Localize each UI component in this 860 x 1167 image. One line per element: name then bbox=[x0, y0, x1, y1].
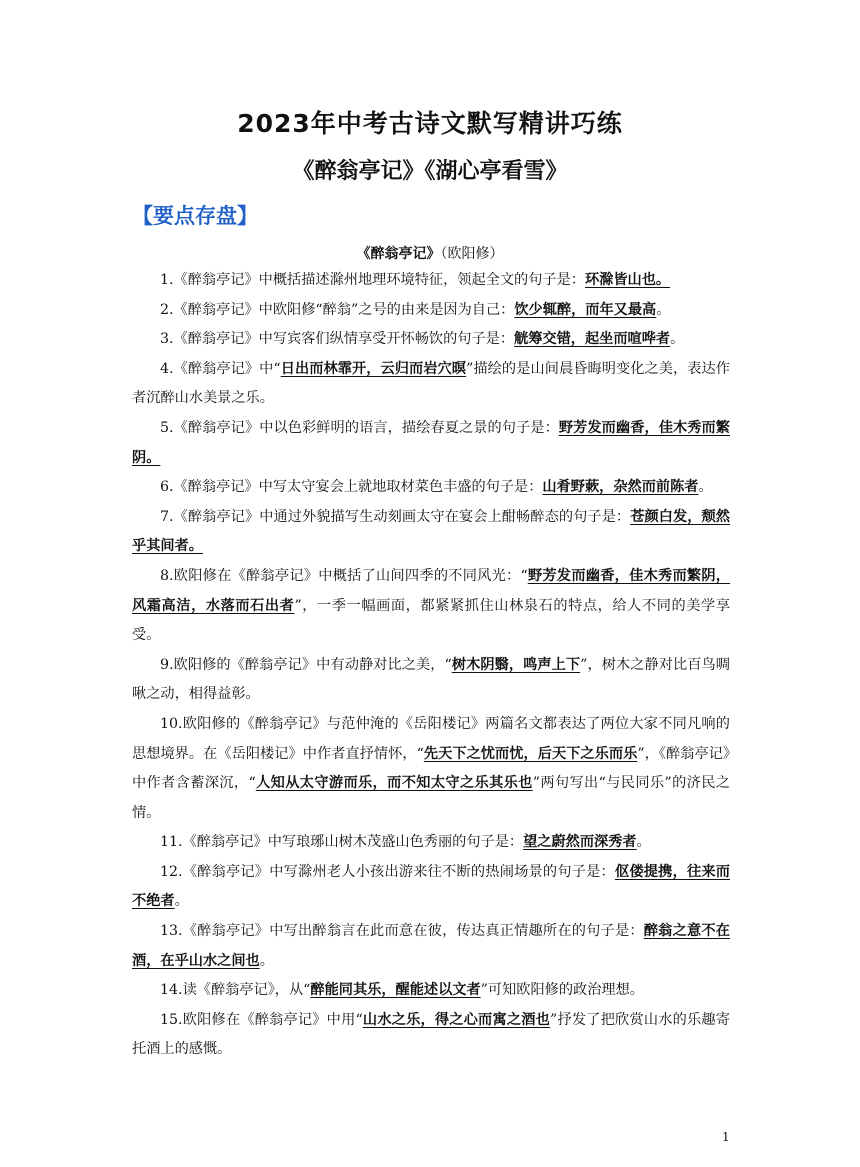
answer-text: 树木阴翳，鸣声上下 bbox=[451, 656, 581, 673]
item-text: 11.《醉翁亭记》中写琅琊山树木茂盛山色秀丽的句子是： bbox=[160, 834, 524, 851]
page-number: 1 bbox=[722, 1130, 730, 1144]
list-item bbox=[132, 976, 730, 1006]
list-item bbox=[132, 828, 730, 858]
answer-text: 人知从太守游而乐，而不知太守之乐其乐也 bbox=[255, 775, 533, 792]
list-item bbox=[132, 1006, 730, 1065]
list-item bbox=[132, 325, 730, 355]
answer-text: 饮少辄醉，而年又最高 bbox=[514, 301, 657, 318]
work-title: 《醉翁亭记》 bbox=[356, 246, 441, 262]
item-text: ”，《醉翁亭记》中作者含蓄深沉，“ bbox=[132, 745, 730, 792]
list-item bbox=[132, 917, 730, 976]
answer-text: 日出而林霏开，云归而岩穴暝 bbox=[280, 360, 467, 377]
answer-text: 觥筹交错，起坐而喧哗者 bbox=[514, 331, 671, 348]
item-text: 9.欧阳修的《醉翁亭记》中有动静对比之美，“ bbox=[160, 656, 452, 673]
answer-text: 野芳发而幽香，佳木秀而繁阴。 bbox=[132, 419, 730, 466]
list-item bbox=[132, 296, 730, 326]
answer-text: 山水之乐，得之心而寓之酒也 bbox=[362, 1011, 551, 1028]
item-text: 7.《醉翁亭记》中通过外貌描写生动刻画太守在宴会上酣畅醉态的句子是： bbox=[160, 508, 631, 525]
list-item bbox=[132, 266, 730, 296]
item-text: ”描绘的是山间晨昏晦明变化之美，表达作者沉醉山水美景之乐。 bbox=[132, 360, 730, 407]
item-text: 。 bbox=[259, 952, 274, 969]
list-item bbox=[132, 858, 730, 917]
item-text: 14.读《醉翁亭记》，从“ bbox=[160, 982, 311, 999]
page-title: 2023年中考古诗文默写精讲巧练 bbox=[237, 109, 623, 138]
item-text: 8.欧阳修在《醉翁亭记》中概括了山间四季的不同风光：“ bbox=[160, 567, 528, 584]
item-text: ”，一季一幅画面，都紧紧抓住山林泉石的特点，给人不同的美学享受。 bbox=[132, 597, 730, 644]
exercise-list bbox=[132, 266, 730, 1065]
answer-text: 山肴野蔌，杂然而前陈者 bbox=[542, 479, 699, 496]
list-item bbox=[132, 710, 730, 828]
item-text: 。 bbox=[636, 834, 651, 851]
item-text: 2.《醉翁亭记》中欧阳修“醉翁”之号的由来是因为自己： bbox=[160, 301, 515, 318]
work-author: （欧阳修） bbox=[440, 246, 504, 262]
item-text: 1.《醉翁亭记》中概括描述滁州地理环境特征，领起全文的句子是： bbox=[160, 272, 585, 288]
item-text: 5.《醉翁亭记》中以色彩鲜明的语言，描绘春夏之景的句子是： bbox=[160, 419, 559, 436]
item-text: 。 bbox=[670, 331, 685, 348]
list-item bbox=[132, 651, 730, 710]
answer-text: 醉能同其乐，醒能述以文者 bbox=[310, 982, 481, 999]
list-item bbox=[132, 355, 730, 414]
item-text: ”抒发了把欣赏山水的乐趣寄托酒上的感慨。 bbox=[132, 1011, 730, 1058]
answer-text: 环滁皆山也。 bbox=[584, 272, 671, 288]
answer-text: 野芳发而幽香，佳木秀而繁阴，风霜高洁，水落而石出者 bbox=[132, 567, 730, 614]
item-text: 6.《醉翁亭记》中写太守宴会上就地取材菜色丰盛的句子是： bbox=[160, 479, 543, 496]
answer-text: 伛偻提携，往来而不绝者 bbox=[132, 863, 730, 910]
answer-text: 苍颜白发，颓然乎其间者。 bbox=[132, 508, 730, 555]
item-text: 13.《醉翁亭记》中写出醉翁言在此而意在彼，传达真正情趣所在的句子是： bbox=[160, 923, 644, 940]
item-text: 3.《醉翁亭记》中写宾客们纵情享受开怀畅饮的句子是： bbox=[160, 331, 515, 348]
item-text: ”两句写出“与民同乐”的济民之情。 bbox=[132, 775, 730, 821]
item-text: 4.《醉翁亭记》中“ bbox=[160, 360, 281, 377]
item-text: 。 bbox=[698, 479, 713, 496]
item-text: 15.欧阳修在《醉翁亭记》中用“ bbox=[160, 1011, 363, 1028]
item-text: 12.《醉翁亭记》中写滁州老人小孩出游来往不断的热闹场景的句子是： bbox=[160, 863, 615, 880]
answer-text: 醉翁之意不在酒，在乎山水之间也 bbox=[132, 923, 730, 969]
work-heading bbox=[0, 243, 860, 263]
list-item bbox=[132, 562, 730, 651]
list-item bbox=[132, 473, 730, 503]
section-label: 【要点存盘】 bbox=[132, 204, 258, 228]
item-text: 10.欧阳修的《醉翁亭记》与范仲淹的《岳阳楼记》两篇名文都表达了两位大家不同凡响的思想境界。在《岳阳楼记》中作者直抒情怀，“ bbox=[132, 715, 730, 762]
item-text: ”可知欧阳修的政治理想。 bbox=[480, 982, 644, 999]
page-subtitle: 《醉翁亭记》《湖心亭看雪》 bbox=[292, 159, 568, 184]
item-text: ”，树木之静对比百鸟啁啾之动，相得益彰。 bbox=[132, 656, 730, 703]
item-text: 。 bbox=[174, 893, 189, 910]
list-item bbox=[132, 414, 730, 473]
list-item bbox=[132, 503, 730, 562]
answer-text: 先天下之忧而忧，后天下之乐而乐 bbox=[423, 745, 638, 762]
answer-text: 望之蔚然而深秀者 bbox=[523, 834, 637, 851]
item-text: 。 bbox=[656, 301, 671, 318]
